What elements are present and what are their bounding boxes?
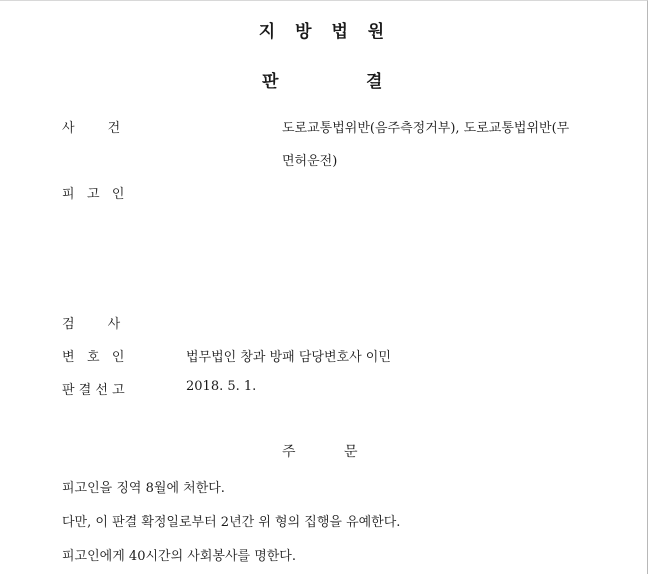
judgment-date-value: 2018. 5. 1. [186, 379, 257, 394]
case-value-line-1: 도로교통법위반(음주측정거부), 도로교통법위반(무 [282, 121, 570, 136]
case-value-line-2: 면허운전) [282, 154, 338, 169]
disposition-title-right: 문 [344, 444, 358, 460]
disposition-line-probation: 다만, 이 판결 확정일로부터 2년간 위 형의 집행을 유예한다. [62, 515, 401, 530]
document-title-right: 결 [366, 72, 383, 92]
disposition-line-sentence: 피고인을 징역 8월에 처한다. [62, 481, 225, 496]
counsel-value: 법무법인 창과 방패 담당변호사 이민 [186, 350, 391, 365]
disposition-title-left: 주 [282, 444, 296, 460]
prosecutor-label: 검 사 [62, 317, 121, 332]
court-name: 지 방 법 원 [258, 22, 392, 42]
judgment-date-label: 판 결 선 고 [62, 383, 125, 398]
disposition-line-community-service: 피고인에게 40시간의 사회봉사를 명한다. [62, 549, 296, 564]
counsel-label: 변 호 인 [62, 350, 125, 365]
document-title-left: 판 [262, 72, 279, 92]
defendant-label: 피 고 인 [62, 187, 125, 202]
case-label: 사 건 [62, 121, 121, 136]
